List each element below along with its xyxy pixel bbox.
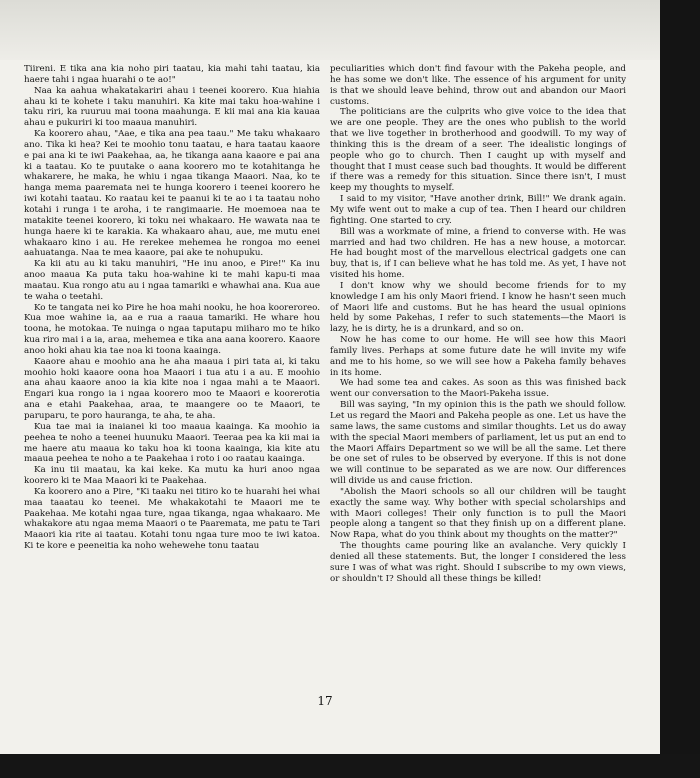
paragraph: Bill was saying, "In my opinion this is the path we should follow. Let us regard the Maori and Pakeha people as one. Let us have the same laws, the same customs and similar thoughts. Let us do away with the special Maori members of parliament, let us put an end to the Maori Affairs Department so we will be all the same. Let there be one set of rules to be observed by everyone. If this is not done we will continue to be separated as we are now. Our differences will divide us and cause friction. bbox=[330, 400, 627, 487]
paragraph: Bill was a workmate of mine, a friend to converse with. He was married and had two children. He has a new house, a motorcar. He had bought most of the marvellous electrical gadgets one can buy, that is, if I can believe what he has told me. As yet, I have not visited his home. bbox=[330, 226, 626, 281]
paragraph: The politicians are the culprits who give voice to the idea that we are one people. They are the ones who publish to the world that we live together in brotherhood and goodwill. To my way of thinking this is the dream of a seer. The idealistic longings of people who go to church. Then I caught up with myself and thought that I must cease such bad thoughts. It would be different if there was a remedy for this situation. Since there isn't, I must keep my thoughts to myself. bbox=[330, 107, 626, 194]
paragraph: Ka kii atu au ki taku manuhiri, "He inu anoo, e Pire!" Ka inu anoo maaua Ka puta taku hoa-wahine ki te mahi kapu-ti maa maatau. Kua rongo atu au i ngaa tamariki e whawhai ana. Kua aue te waha o teetahi. bbox=[24, 259, 320, 302]
paragraph: I said to my visitor, "Have another drink, Bill!" We drank again. My wife went out to make a cup of tea. Then I heard our children fighting. One started to cry. bbox=[330, 194, 626, 226]
paragraph: Ko te tangata nei ko Pire he hoa mahi nooku, he hoa kooreroreo. Kua moe wahine ia, aa e rua a raaua tamariki. He whare hou toona, he motokaa. Te nuinga o ngaa taputapu miiharo mo te hiko kua riro mai i a ia, araa, mehemea e tika ana aana koorero. Kaaore anoo hoki ahau kia tae noa ki toona kaainga. bbox=[24, 302, 320, 356]
paragraph: Kaaore ahau e moohio ana he aha maaua i piri tata ai, ki taku moohio hoki kaaore oona hoa Maaori i tua atu i a au. E moohio ana ahau kaaore anoo ia kia kite noa i ngaa mahi a te Maaori. Engari kua rongo ia i ngaa koorero moo te Maaori e koorerotia ana e etahi Paakehaa, araa, te maangere oo te Maaori, te paruparu, te poro hauranga, te aha, te aha. bbox=[24, 356, 320, 421]
scan-border-right bbox=[660, 0, 700, 778]
paragraph: Kua tae mai ia inaianei ki too maaua kaainga. Ka moohio ia peehea te noho a teenei huunuku Maaori. Teeraa pea ka kii mai ia me haere atu maaua ko taku hoa ki toona kaainga, kia kite atu maaua peehea te noho a te Paakehaa i roto i oo raatau kaainga. bbox=[24, 421, 320, 465]
english-text-column bbox=[330, 64, 626, 585]
paragraph: I don't know why we should become friends for to my knowledge I am his only Maori friend. I know he hasn't seen much of Maori life and customs. But he has heard the usual opinions held by some Pakehas, I refer to such statements—the Maori is lazy, he is dirty, he is a drunkard, and so on. bbox=[330, 280, 626, 335]
paragraph: peculiarities which don't find favour with the Pakeha people, and he has some we don't like. The essence of his argument for unity is that we should leave behind, throw out and abandon our Maori customs. bbox=[330, 64, 626, 107]
maori-text-column bbox=[24, 64, 320, 552]
paragraph: Ka koorero ahau, "Aae, e tika ana pea taau." Me taku whakaaro ano. Tika ki hea? Kei te moohio tonu taatau, e hara taatau kaaore e pai ana ki te iwi Paakehaa, aa, he tikanga aana kaaore e pai ana ki a taatau. Ko te puutake o aana koorero mo te kotahitanga he whakarere, he maka, he whiu i ngaa tikanga Maaori. Naa, ko te hanga mema paaremata nei te hunga koorero i teenei koorero he iwi kotahi taatau. Ko raatau kei te paanui ki te ao i ta taatau noho kotahi i runga i te aroha, i te rangimaarie. He moemoea naa te matakite teenei koorero, ki toku nei whakaaro. He wawata naa te hunga haere ki te karakia. Ka whakaaro ahau, aue, me mutu enei whakaaro kino i au. He rerekee mehemea he rongoa mo eenei aahuatanga. Naa te mea kaaore, pai ake te nohupuku. bbox=[24, 129, 320, 259]
paragraph: Naa ka aahua whakatakariri ahau i teenei koorero. Kua hiahia ahau ki te kohete i taku manuhiri. Ka kite mai taku hoa-wahine i taku riri, ka ruuruu mai toona maahunga. E kii mai ana kia kauaa ahau e pukuriri ki too maaua manuhiri. bbox=[24, 85, 320, 129]
paragraph: Ka koorero ano a Pire, "Ki taaku nei titiro ko te huarahi hei whai maa taaatau ko teenei. Me whakakotahi te Maaori me te Paakehaa. Me kotahi ngaa ture, ngaa tikanga, ngaa whakaaro. Me whakakore atu ngaa mema Maaori o te Paaremata, me patu te Tari Maaori kia rite ai taatau. Kotahi tonu ngaa ture moo te iwi katoa. Ki te kore e peeneitia ka noho wehewehe tonu taatau bbox=[24, 486, 320, 552]
paragraph: "Abolish the Maori schools so all our children will be taught exactly the same way. Why bother with special scholarships and with Maori colleges! Their only function is to pull the Maori people along a tangent so that they finish up on a different plane. Now Rapa, what do you think about my thoughts on the matter?" bbox=[330, 486, 626, 541]
paragraph: We had some tea and cakes. As soon as this was finished back went our conversation to the Maori-Pakeha issue. bbox=[330, 378, 626, 400]
paragraph: Now he has come to our home. He will see how this Maori family lives. Perhaps at some future date he will invite my wife and me to his home, so we will see how a Pakeha family behaves in its home. bbox=[330, 335, 626, 378]
scan-border-bottom bbox=[0, 754, 700, 778]
paragraph: Ka inu tii maatau, ka kai keke. Ka mutu ka huri anoo ngaa koorero ki te Maa Maaori ki te Paakehaa. bbox=[24, 465, 320, 487]
show-through-top bbox=[0, 0, 700, 60]
paragraph: The thoughts came pouring like an avalanche. Very quickly I denied all these statements. But, the longer I considered the less sure I was of what was right. Should I subscribe to my own views, or shouldn't I? Should all these things be killed! bbox=[330, 541, 626, 584]
page-number: 17 bbox=[317, 694, 333, 708]
paragraph: Tiireni. E tika ana kia noho piri taatau, kia mahi tahi taatau, kia haere tahi i ngaa huarahi o te ao!" bbox=[24, 64, 320, 85]
